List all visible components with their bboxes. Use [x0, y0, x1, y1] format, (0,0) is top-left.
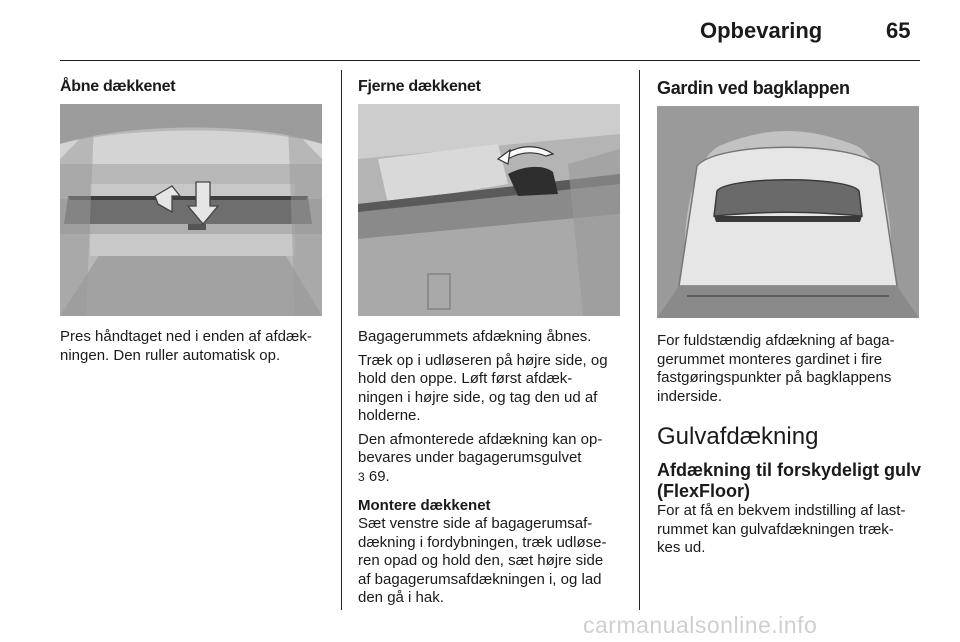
body-line: bevares under bagagerumsgulvet	[358, 449, 582, 466]
section-heading: Gardin ved bagklappen	[657, 78, 850, 98]
caption-line: inderside.	[657, 387, 723, 405]
figure-open-cover	[60, 104, 322, 316]
subsection-title: Afdækning til forskydeligt gulv	[657, 460, 922, 480]
column-open-cover	[60, 70, 325, 365]
body-line: den gå i hak.	[358, 589, 444, 606]
page-title: Opbevaring	[700, 18, 823, 43]
section-heading: Fjerne dækkenet	[358, 78, 481, 95]
header-rule	[60, 60, 920, 61]
body-line: kes ud.	[657, 539, 706, 556]
figure-tailgate-curtain	[657, 106, 919, 318]
body-line: Den afmonterede afdækning kan op-	[358, 430, 603, 448]
column-tailgate-curtain	[657, 70, 922, 558]
watermark: carmanualsonline.info	[583, 612, 818, 638]
body-line: Pres håndtaget ned i enden af afdæk-	[60, 328, 312, 345]
page-number: 65	[886, 18, 911, 43]
body-line: ren opad og hold den, sæt højre side	[358, 552, 604, 569]
page-reference	[358, 468, 623, 487]
caption-line: gerummet monteres gardinet i fire	[657, 350, 883, 368]
body-line: Sæt venstre side af bagagerumsaf-	[358, 515, 593, 532]
body-line: ningen i højre side, og tag den ud af	[358, 388, 598, 406]
caption-line: For fuldstændig afdækning af baga-	[657, 332, 895, 349]
body-line: Træk op i udløseren på højre side, og	[358, 351, 608, 369]
caption: Bagagerummets afdækning åbnes.	[358, 328, 592, 345]
caption-line: fastgøringspunkter på bagklappens	[657, 369, 892, 386]
figure-remove-cover	[358, 104, 620, 316]
section-heading: Åbne dækkenet	[60, 78, 176, 95]
subsection-title: (FlexFloor)	[657, 481, 750, 501]
body-line: af bagagerumsafdækningen i, og lad	[358, 570, 602, 588]
column-remove-cover	[358, 70, 623, 608]
body-line: For at få en bekvem indstilling af last-	[657, 502, 906, 519]
column-divider	[341, 70, 342, 610]
body-line: hold den oppe. Løft først afdæk-	[358, 370, 573, 387]
body-line: rummet kan gulvafdækningen træk-	[657, 520, 894, 538]
column-divider	[639, 70, 640, 610]
body-line: ningen. Den ruller automatisk op.	[60, 346, 281, 364]
subheading: Montere dækkenet	[358, 497, 491, 514]
section-title: Gulvafdækning	[657, 423, 819, 450]
reference-page: 69.	[368, 467, 390, 485]
reference-arrow-icon: 3	[358, 469, 365, 484]
body-line: holderne.	[358, 407, 421, 424]
body-line: dækning i fordybningen, træk udløse-	[358, 533, 607, 551]
